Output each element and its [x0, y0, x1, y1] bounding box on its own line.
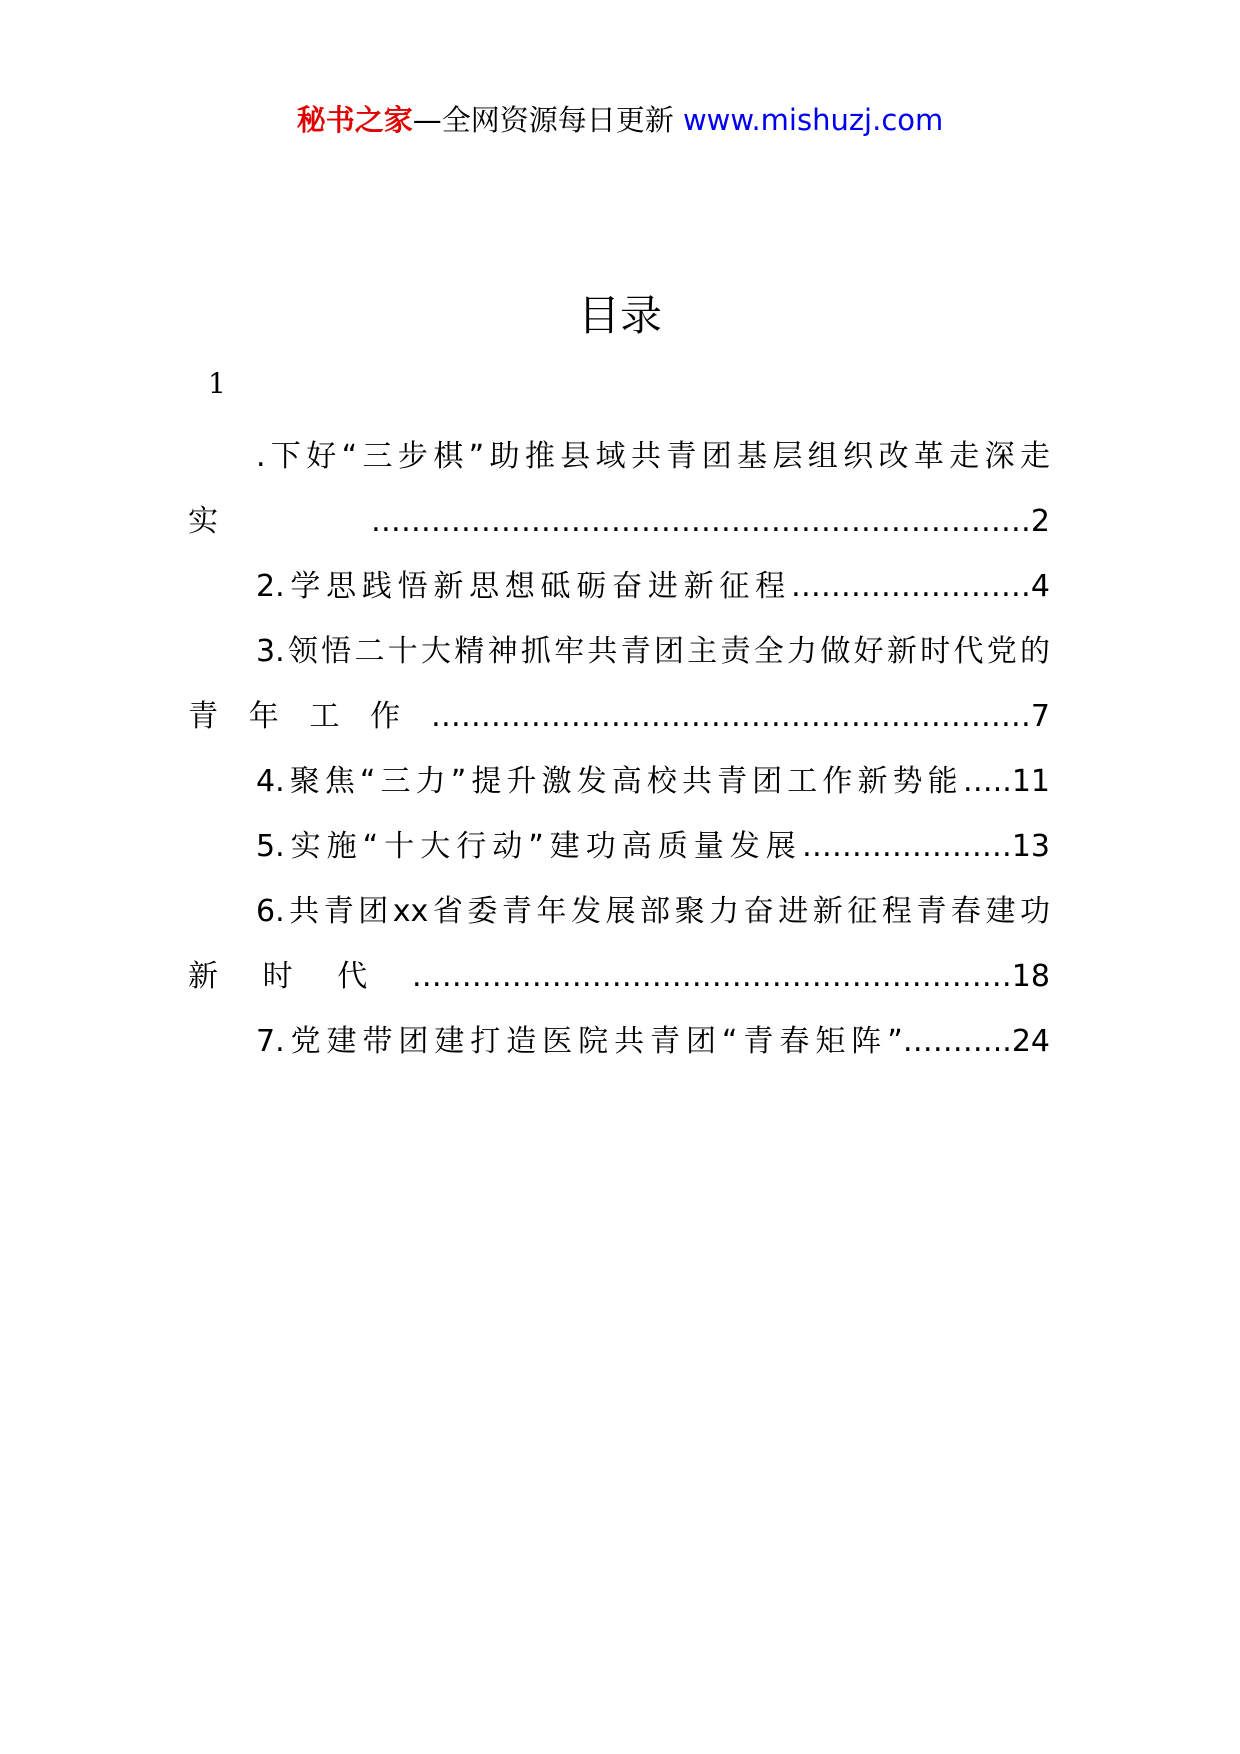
toc-entry-4[interactable]: 4.聚焦“三力”提升激发高校共青团工作新势能…..11	[256, 764, 1050, 799]
toc-entry-6[interactable]: 6.共青团xx省委青年发展部聚力奋进新征程青春建功	[256, 894, 1050, 929]
table-of-contents	[188, 424, 1050, 1074]
toc-entry-3[interactable]: 3.领悟二十大精神抓牢共青团主责全力做好新时代党的	[256, 634, 1050, 669]
site-brand: 秘书之家	[296, 103, 413, 137]
site-header	[0, 100, 1240, 140]
toc-entry-2[interactable]: 2.学思践悟新思想砥砺奋进新征程……………………4	[256, 569, 1050, 604]
toc-entry-1-continuation[interactable]: 实…………………………………………………………2	[188, 504, 1050, 539]
toc-entry-5[interactable]: 5.实施“十大行动”建功高质量发展…………………13	[256, 829, 1050, 864]
site-url-link[interactable]: www.mishuzj.com	[682, 103, 944, 137]
toc-entry-6-continuation[interactable]: 新时代……………………………………………………18	[188, 959, 1050, 994]
toc-entry-1[interactable]: .下好“三步棋”助推县域共青团基层组织改革走深走	[256, 439, 1050, 474]
toc-entry-7[interactable]: 7.党建带团建打造医院共青团“青春矩阵”………..24	[256, 1024, 1050, 1059]
toc-number-marker: 1	[208, 367, 226, 400]
site-tagline: —全网资源每日更新	[412, 103, 674, 137]
toc-entry-3-continuation[interactable]: 青年工作……………………………………………………7	[188, 699, 1050, 734]
toc-title: 目录	[577, 291, 662, 340]
